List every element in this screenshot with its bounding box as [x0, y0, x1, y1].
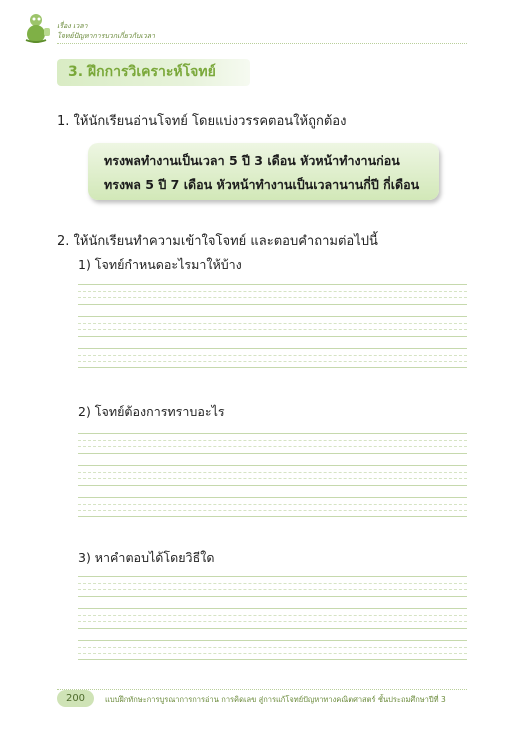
answer-line	[78, 647, 467, 648]
answer-line	[78, 336, 467, 337]
answer-line	[78, 583, 467, 584]
answer-line	[78, 504, 467, 505]
answer-line	[78, 446, 467, 447]
answer-line	[78, 615, 467, 616]
answer-line	[78, 589, 467, 590]
answer-line	[78, 653, 467, 654]
header-subtopic: โจทย์ปัญหาการบวกเกี่ยวกับเวลา	[57, 32, 155, 40]
header-divider	[57, 43, 467, 44]
answer-line	[78, 291, 467, 292]
question-2: 2. ให้นักเรียนทำความเข้าใจโจทย์ และตอบคำถามต่อไปนี้	[57, 234, 378, 249]
answer-line	[78, 659, 467, 660]
answer-line	[78, 516, 467, 517]
answer-line	[78, 465, 467, 466]
sub-question-3: 3) หาคำตอบได้โดยวิธีใด	[78, 550, 215, 565]
answer-line	[78, 440, 467, 441]
answer-line	[78, 323, 467, 324]
problem-line-2: ทรงพล 5 ปี 7 เดือน หัวหน้าทำงานเป็นเวลานานกี่ปี กี่เดือน	[104, 177, 420, 192]
answer-line	[78, 576, 467, 577]
answer-line	[78, 478, 467, 479]
answer-line	[78, 433, 467, 434]
answer-line	[78, 355, 467, 356]
answer-line	[78, 361, 467, 362]
answer-line	[78, 621, 467, 622]
answer-line	[78, 510, 467, 511]
answer-line	[78, 485, 467, 486]
page-number: 200	[57, 690, 94, 707]
answer-line	[78, 608, 467, 609]
answer-line	[78, 329, 467, 330]
answer-line	[78, 640, 467, 641]
answer-line	[78, 316, 467, 317]
answer-line	[78, 628, 467, 629]
answer-line	[78, 497, 467, 498]
answer-line	[78, 348, 467, 349]
question-1: 1. ให้นักเรียนอ่านโจทย์ โดยแบ่งวรรคตอนให้ถูกต้อง	[57, 114, 347, 129]
section-title: 3. ฝึกการวิเคราะห์โจทย์	[57, 59, 250, 86]
footer-divider	[57, 689, 467, 690]
answer-line	[78, 453, 467, 454]
header-topic: เรื่อง เวลา	[57, 22, 88, 30]
problem-line-1: ทรงพลทำงานเป็นเวลา 5 ปี 3 เดือน หัวหน้าทำงานก่อน	[104, 153, 400, 168]
answer-line	[78, 596, 467, 597]
answer-line	[78, 367, 467, 368]
sub-question-2: 2) โจทย์ต้องการทราบอะไร	[78, 404, 225, 419]
answer-line	[78, 304, 467, 305]
sub-question-1: 1) โจทย์กำหนดอะไรมาให้บ้าง	[78, 257, 242, 272]
answer-line	[78, 472, 467, 473]
mascot-icon	[22, 10, 52, 44]
answer-line	[78, 284, 467, 285]
answer-line	[78, 297, 467, 298]
footer-text: แบบฝึกทักษะการบูรณาการการอ่าน การคิดเลข สู่การแก้โจทย์ปัญหาทางคณิตศาสตร์ ชั้นประถมศึกษาปีที่ 3	[105, 695, 446, 704]
